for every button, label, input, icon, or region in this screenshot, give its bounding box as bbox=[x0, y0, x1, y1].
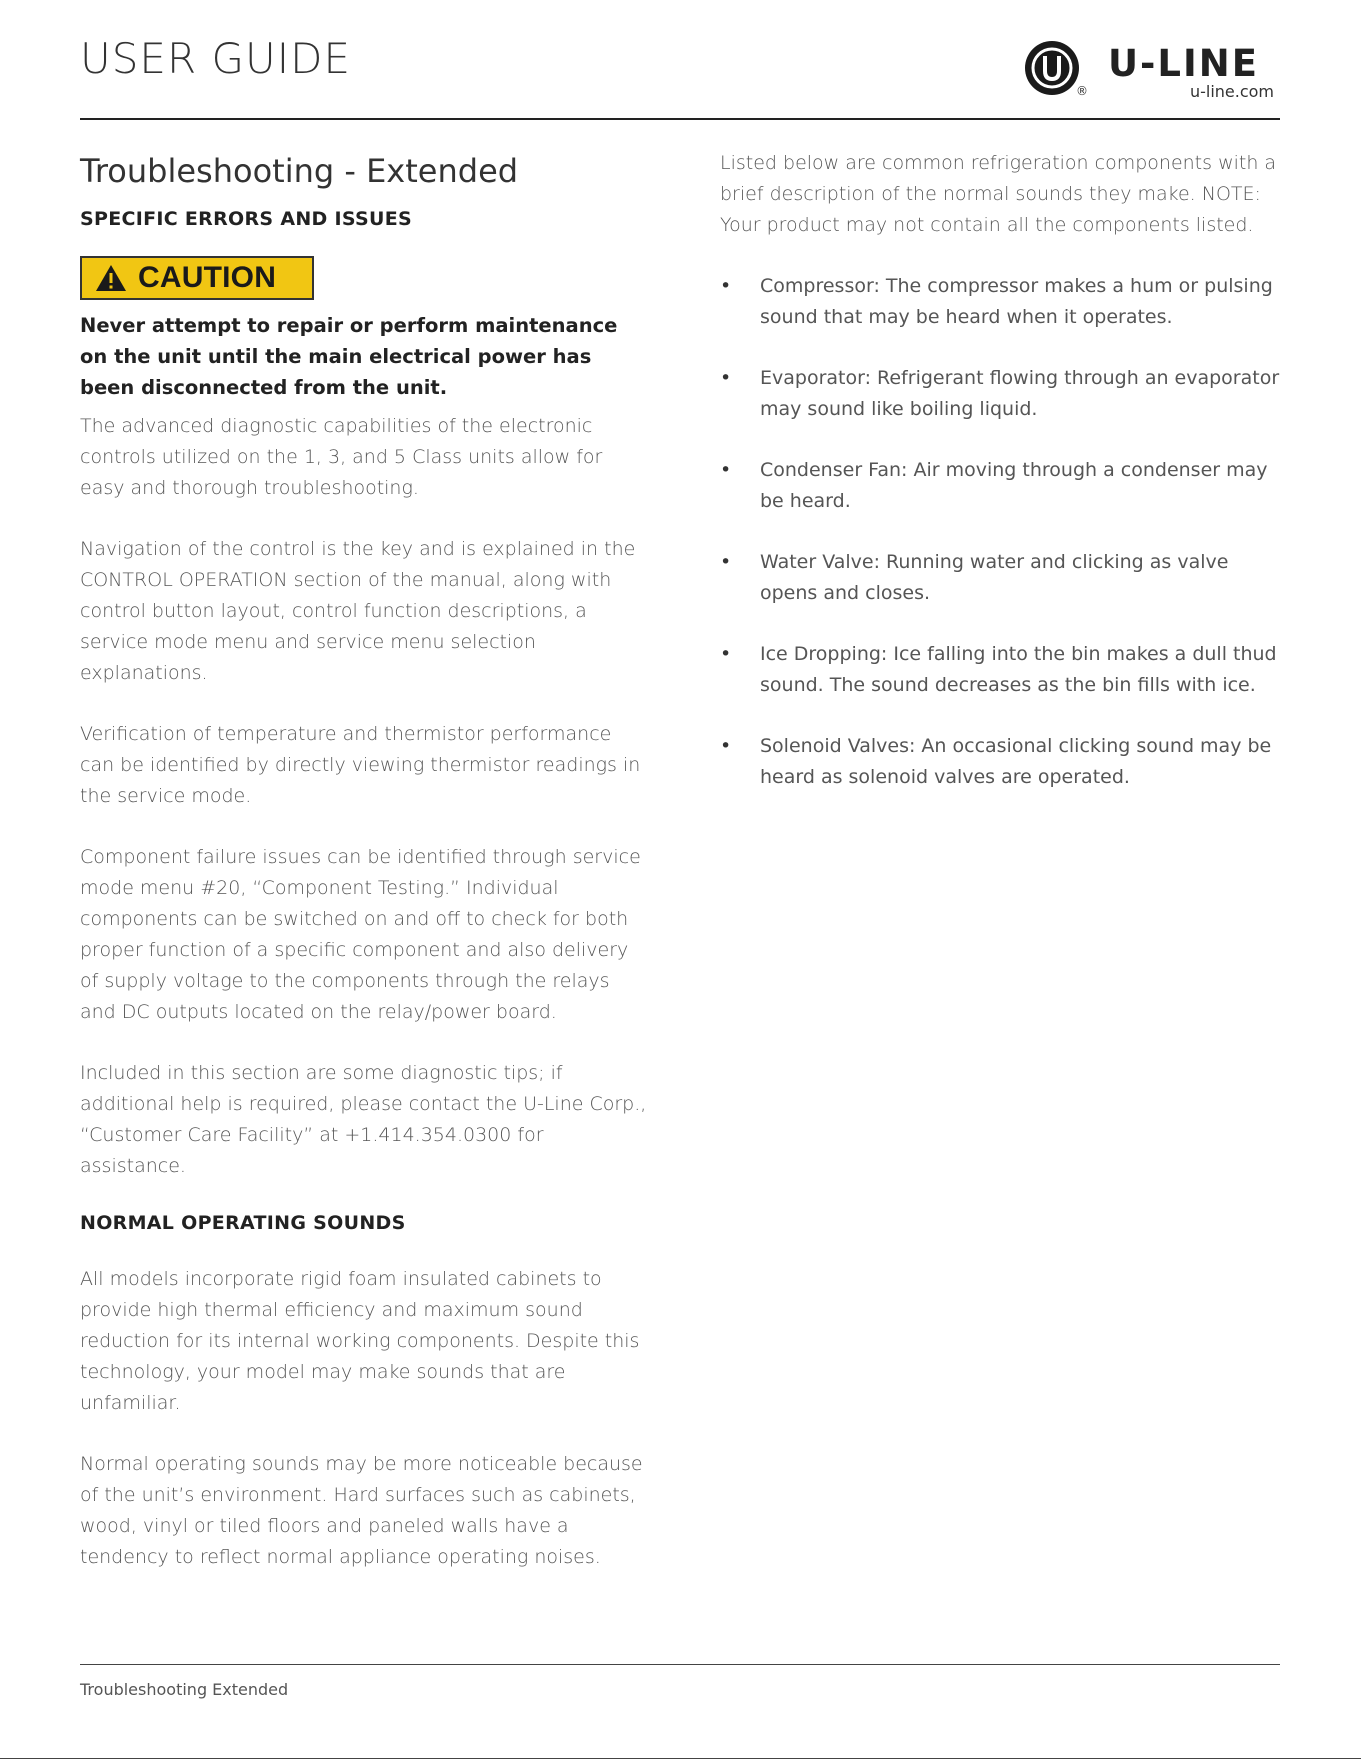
paragraph-contact: Included in this section are some diagnostic tips; if additional help is required, please contact the U-Line Corp., “Customer Care Facility” at +1.414.354.0300 for assistance. bbox=[80, 1062, 647, 1178]
warning-text: Never attempt to repair or perform maintenance on the unit until the main electrical power has been disconnected from the unit. bbox=[80, 314, 618, 400]
page-bottom-edge bbox=[0, 1758, 1361, 1759]
list-item bbox=[720, 363, 1285, 425]
list-item bbox=[720, 639, 1285, 701]
components-intro: Listed below are common refrigeration components with a brief description of the normal sounds they make. NOTE: Your product may not contain all the components listed. bbox=[720, 152, 1277, 236]
bullet-icon: • bbox=[720, 735, 732, 757]
component-compressor: Compressor: The compressor makes a hum or pulsing sound that may be heard when it operates. bbox=[760, 275, 1273, 328]
right-column bbox=[720, 148, 1285, 823]
bullet-icon: • bbox=[720, 551, 732, 573]
logo-brand-text: U-LINE bbox=[1108, 42, 1259, 85]
logo-url-text: u-line.com bbox=[1189, 82, 1274, 101]
component-ice-dropping: Ice Dropping: Ice falling into the bin makes a dull thud sound. The sound decreases as the bin fills with ice. bbox=[760, 643, 1277, 696]
paragraph-diagnostic: The advanced diagnostic capabilities of the electronic controls utilized on the 1, 3, and 5 Class units allow for easy and thorough troubleshooting. bbox=[80, 415, 603, 500]
component-evaporator: Evaporator: Refrigerant flowing through an evaporator may sound like boiling liquid. bbox=[760, 367, 1280, 420]
left-column bbox=[80, 148, 650, 1603]
list-item bbox=[720, 731, 1285, 793]
paragraph-navigation: Navigation of the control is the key and is explained in the CONTROL OPERATION section of the manual, along with control button layout, control function descriptions, a service mode menu and service menu selection explanations. bbox=[80, 538, 636, 685]
subhead-normal-sounds: NORMAL OPERATING SOUNDS bbox=[80, 1212, 406, 1235]
section-title: Troubleshooting - Extended bbox=[80, 152, 519, 190]
bullet-icon: • bbox=[720, 459, 732, 481]
footer-divider bbox=[80, 1664, 1280, 1665]
paragraph-environment: Normal operating sounds may be more noticeable because of the unit’s environment. Hard surfaces such as cabinets, wood, vinyl or tiled floors and paneled walls have a tendency to reflect normal appliance operating noises. bbox=[80, 1453, 643, 1569]
paragraph-component-failure: Component failure issues can be identified through service mode menu #20, “Component Testing.” Individual components can be switched on and off to check for both proper function of a specific component and also delivery of supply voltage to the components through the relays and DC outputs located on the relay/power board. bbox=[80, 846, 641, 1024]
bullet-icon: • bbox=[720, 275, 732, 297]
component-water-valve: Water Valve: Running water and clicking as valve opens and closes. bbox=[760, 551, 1229, 604]
footer-text: Troubleshooting Extended bbox=[80, 1680, 289, 1699]
caution-label: CAUTION bbox=[138, 261, 277, 295]
component-solenoid-valves: Solenoid Valves: An occasional clicking sound may be heard as solenoid valves are operated. bbox=[760, 735, 1272, 788]
paragraph-insulation: All models incorporate rigid foam insulated cabinets to provide high thermal efficiency and maximum sound reduction for its internal working components. Despite this technology, your model may make sounds that are unfamiliar. bbox=[80, 1268, 640, 1415]
caution-badge bbox=[80, 256, 314, 300]
paragraph-verification: Verification of temperature and thermistor performance can be identified by directly viewing thermistor readings in the service mode. bbox=[80, 723, 641, 808]
u-line-logo bbox=[1020, 36, 1280, 104]
bullet-icon: • bbox=[720, 643, 732, 665]
header-divider bbox=[80, 118, 1280, 120]
list-item bbox=[720, 455, 1285, 517]
registered-mark: ® bbox=[1076, 84, 1088, 98]
list-item bbox=[720, 271, 1285, 333]
bullet-icon: • bbox=[720, 367, 732, 389]
list-item bbox=[720, 547, 1285, 609]
subhead-specific-errors: SPECIFIC ERRORS AND ISSUES bbox=[80, 208, 412, 231]
warning-triangle-icon bbox=[94, 263, 128, 293]
u-line-logo-icon bbox=[1022, 38, 1082, 98]
page-header-title: USER GUIDE bbox=[80, 34, 352, 83]
component-list bbox=[720, 271, 1285, 793]
component-condenser-fan: Condenser Fan: Air moving through a condenser may be heard. bbox=[760, 459, 1268, 512]
